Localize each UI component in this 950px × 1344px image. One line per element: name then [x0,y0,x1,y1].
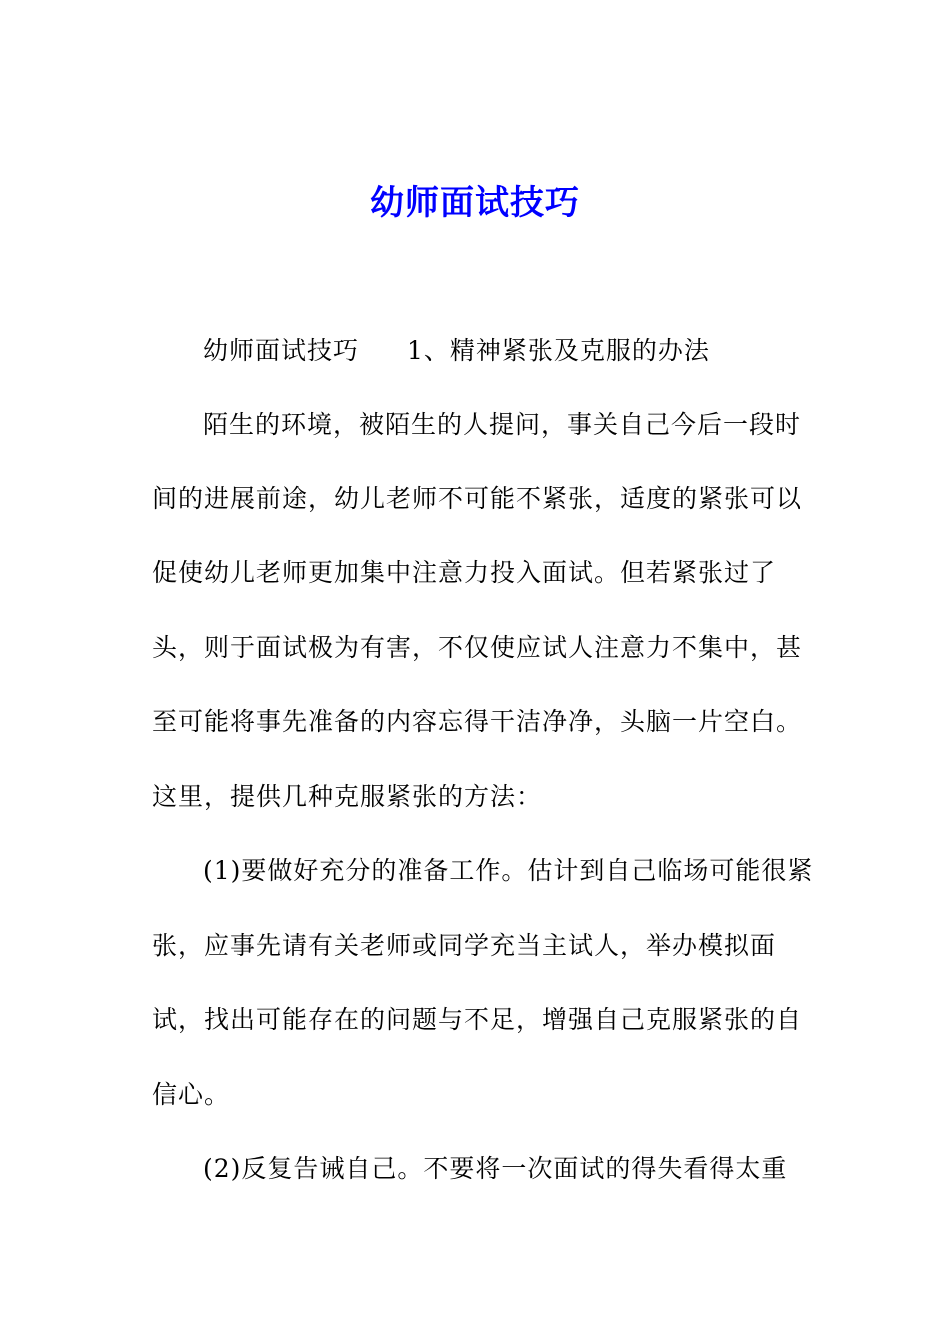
paragraph-line: 试，找出可能存在的问题与不足，增强自己克服紧张的自 [152,1005,803,1034]
heading-label: 幼师面试技巧 [203,336,360,365]
paragraph-line: 陌生的环境，被陌生的人提问，事关自己今后一段时 [203,410,802,439]
paragraph-line: (2)反复告诫自己。不要将一次面试的得失看得太重 [203,1154,788,1183]
section-heading: 1、精神紧张及克服的办法 [407,336,710,365]
document-title: 幼师面试技巧 [370,183,580,223]
paragraph-line: 张，应事先请有关老师或同学充当主试人，举办模拟面 [152,931,777,960]
paragraph-line: 促使幼儿老师更加集中注意力投入面试。但若紧张过了 [152,558,777,587]
paragraph-line: 信心。 [152,1080,231,1109]
paragraph-line: 至可能将事先准备的内容忘得干洁净净，头脑一片空白。 [152,707,803,736]
paragraph-line: 头，则于面试极为有害，不仅使应试人注意力不集中，甚 [152,633,803,662]
paragraph-line: 这里，提供几种克服紧张的方法： [152,782,543,811]
paragraph-line: (1)要做好充分的准备工作。估计到自己临场可能很紧 [203,856,814,885]
paragraph-line: 间的进展前途，幼儿老师不可能不紧张，适度的紧张可以 [152,484,803,513]
paragraph-line [203,331,710,371]
